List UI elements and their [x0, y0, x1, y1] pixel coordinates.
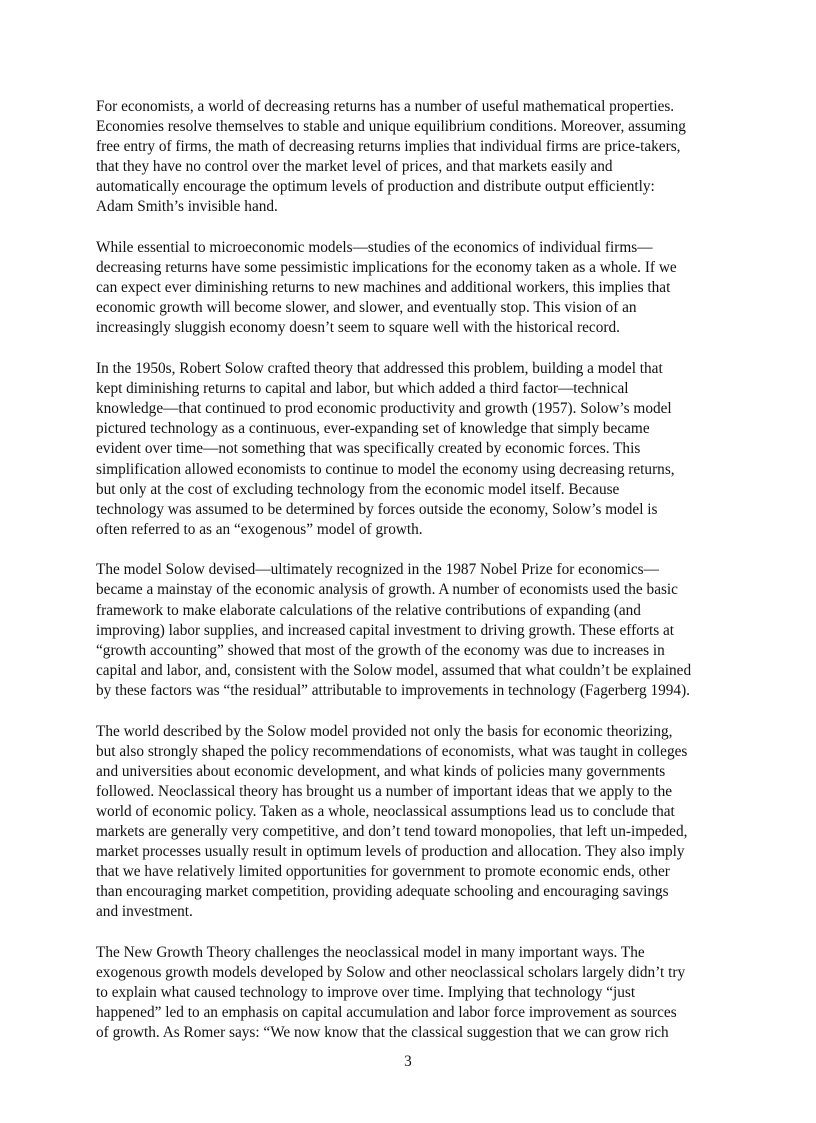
body-text: [96, 97, 719, 1043]
page-number: 3: [404, 1053, 412, 1070]
paragraph-solow-model: In the 1950s, Robert Solow crafted theory that addressed this problem, building a model that kept diminishing returns to capital and labor, but which added a third factor—technical knowledge—that continued to prod economic productivity and growth (1957). Solow’s model pictured technology as a continuous, ever-expanding set of knowledge that simply became evident over time—not something that was specifically created by economic forces. This simplification allowed economists to continue to model the economy using decreasing returns, but only at the cost of excluding technology from the economic model itself. Because technology was assumed to be determined by forces outside the economy, Solow’s model is often referred to as an “exogenous” model of growth.: [96, 360, 675, 538]
paragraph-growth-accounting: The model Solow devised—ultimately recognized in the 1987 Nobel Prize for economics— became a mainstay of the economic analysis of growth. A number of economists used the basic framework to make elaborate calculations of the relative contributions of expanding (and improving) labor supplies, and increased capital investment to driving growth. These efforts at “growth accounting” showed that most of the growth of the economy was due to increases in capital and labor, and, consistent with the Solow model, assumed that what couldn’t be explained by these factors was “the residual” attributable to improvements in technology (Fagerberg 1994).: [96, 561, 692, 699]
paragraph-new-growth-theory: The New Growth Theory challenges the neoclassical model in many important ways. The exogenous growth models developed by Solow and other neoclassical scholars largely didn’t try to explain what caused technology to improve over time. Implying that technology “just happened” led to an emphasis on capital accumulation and labor force improvement as sources of growth. As Romer says: “We now know that the classical suggestion that we can grow rich: [96, 943, 686, 1042]
paragraph-pessimistic-implications: While essential to microeconomic models—studies of the economics of individual firms— decreasing returns have some pessimistic implications for the economy taken as a whole. If we can expect ever diminishing returns to new machines and additional workers, this implies that economic growth will become slower, and slower, and eventually stop. This vision of an increasingly sluggish economy doesn’t seem to square well with the historical record.: [96, 239, 677, 337]
paragraph-policy-implications: The world described by the Solow model provided not only the basis for economic theorizing, but also strongly shaped the policy recommendations of economists, what was taught in colleges and universities about economic development, and what kinds of policies many governments followed. Neoclassical theory has brought us a number of important ideas that we apply to the world of economic policy. Taken as a whole, neoclassical assumptions lead us to conclude that markets are generally very competitive, and don’t tend toward monopolies, that left un-impeded, market processes usually result in optimum levels of production and allocation. They also imply that we have relatively limited opportunities for government to promote economic ends, other than encouraging market competition, providing adequate schooling and encouraging savings and investment.: [96, 722, 688, 921]
paragraph-decreasing-returns: For economists, a world of decreasing returns has a number of useful mathematical properties. Economies resolve themselves to stable and unique equilibrium conditions. Moreover, assuming free entry of firms, the math of decreasing returns implies that individual firms are price-takers, that they have no control over the market level of prices, and that markets easily and automatically encourage the optimum levels of production and distribute output efficiently: Adam Smith’s invisible hand.: [96, 98, 686, 216]
